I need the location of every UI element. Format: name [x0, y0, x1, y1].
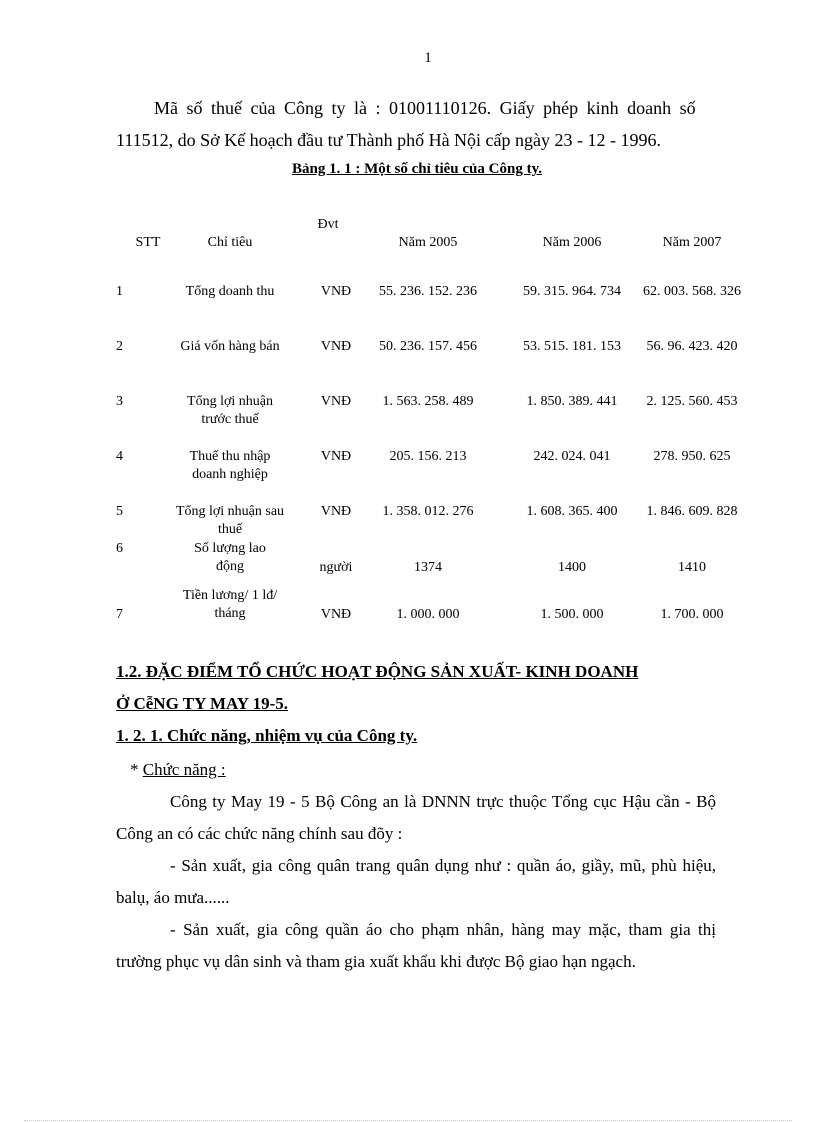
section-heading-line-1: 1.2. ĐẶC ĐIỂM TỔ CHỨC HOẠT ĐỘNG SẢN XUẤT- KINH DOANH — [116, 662, 639, 681]
row-1-y2007: 62. 003. 568. 326 — [643, 284, 741, 299]
paragraph-production — [116, 850, 716, 914]
row-4-y2007: 278. 950. 625 — [653, 449, 731, 464]
paragraph-garments-text: - Sản xuất, gia công quần áo cho phạm nhân, hàng may mặc, tham gia thị trường phục vụ dân sinh và tham gia xuất khẩu khi được Bộ giao hạn ngạch. — [116, 920, 716, 971]
intro-line-1-wrap — [116, 92, 742, 124]
row-2-stt: 2 — [116, 339, 123, 354]
bullet-prefix: * — [130, 760, 143, 779]
intro-paragraph — [116, 92, 742, 156]
row-4-y2005: 205. 156. 213 — [389, 449, 467, 464]
row-6-y2006: 1400 — [558, 560, 586, 575]
row-1-unit: VNĐ — [320, 284, 352, 299]
row-7-indicator: Tiền lương/ 1 lđ/ tháng — [182, 588, 278, 621]
row-7-y2007: 1. 700. 000 — [660, 607, 724, 622]
subsection-heading: 1. 2. 1. Chức năng, nhiệm vụ của Công ty. — [116, 726, 418, 745]
header-unit: Đvt — [317, 217, 339, 232]
section-heading-line-2: Ở CễNG TY MAY 19-5. — [116, 694, 289, 713]
paragraph-functions-text: Công ty May 19 - 5 Bộ Công an là DNNN trực thuộc Tổng cục Hậu cần - Bộ Công an có các chức năng chính sau đõy : — [116, 792, 716, 843]
row-4-unit: VNĐ — [320, 449, 352, 464]
row-1-y2005: 55. 236. 152. 236 — [379, 284, 477, 299]
row-1-y2006: 59. 315. 964. 734 — [523, 284, 621, 299]
row-5-indicator: Tổng lợi nhuận sau thuế — [175, 504, 285, 537]
row-7-unit: VNĐ — [320, 607, 352, 622]
row-6-unit: người — [319, 560, 353, 575]
paragraph-production-text: - Sản xuất, gia công quân trang quân dụng như : quần áo, giầy, mũ, phù hiệu, balụ, áo mưa...... — [116, 856, 716, 907]
row-5-stt: 5 — [116, 504, 123, 519]
row-2-unit: VNĐ — [320, 339, 352, 354]
row-3-indicator: Tổng lợi nhuận trước thuế — [187, 394, 273, 427]
row-2-y2007: 56. 96. 423. 420 — [646, 339, 738, 354]
row-1-stt: 1 — [116, 284, 123, 299]
row-6-y2007: 1410 — [678, 560, 706, 575]
row-4-stt: 4 — [116, 449, 123, 464]
row-6-indicator: Số lượng lao động — [194, 541, 266, 574]
header-indicator: Chỉ tiêu — [207, 235, 253, 250]
row-3-stt: 3 — [116, 394, 123, 409]
row-5-y2007: 1. 846. 609. 828 — [646, 504, 738, 519]
intro-line-1: Mã số thuế của Công ty là : 01001110126. Giấy phép kinh doanh số — [154, 98, 696, 118]
row-6-stt: 6 — [116, 541, 123, 556]
row-2-y2005: 50. 236. 157. 456 — [379, 339, 477, 354]
row-5-unit: VNĐ — [320, 504, 352, 519]
row-7-y2006: 1. 500. 000 — [540, 607, 604, 622]
row-3-unit: VNĐ — [320, 394, 352, 409]
header-year-2007: Năm 2007 — [662, 235, 722, 250]
row-2-indicator: Giá vốn hàng bán — [180, 339, 280, 354]
paragraph-garments — [116, 914, 716, 978]
bullet-label: Chức năng : — [142, 760, 226, 779]
row-5-y2006: 1. 608. 365. 400 — [526, 504, 618, 519]
page-number: 1 — [424, 50, 432, 66]
row-1-indicator: Tổng doanh thu — [185, 284, 275, 299]
row-6-y2005: 1374 — [414, 560, 442, 575]
row-4-indicator: Thuế thu nhập doanh nghiệp — [189, 449, 271, 482]
row-3-y2005: 1. 563. 258. 489 — [382, 394, 474, 409]
row-3-y2007: 2. 125. 560. 453 — [646, 394, 738, 409]
bullet-heading — [130, 760, 226, 780]
row-5-y2005: 1. 358. 012. 276 — [382, 504, 474, 519]
row-2-y2006: 53. 515. 181. 153 — [523, 339, 621, 354]
paragraph-functions — [116, 786, 716, 850]
header-stt: STT — [135, 235, 161, 250]
row-7-y2005: 1. 000. 000 — [396, 607, 460, 622]
header-year-2006: Năm 2006 — [542, 235, 602, 250]
table-caption: Bảng 1. 1 : Một số chỉ tiêu của Công ty. — [291, 161, 542, 177]
row-7-stt: 7 — [116, 607, 123, 622]
page-bottom-rule — [24, 1120, 792, 1121]
row-4-y2006: 242. 024. 041 — [533, 449, 611, 464]
header-year-2005: Năm 2005 — [398, 235, 458, 250]
intro-line-2: 111512, do Sở Kế hoạch đầu tư Thành phố Hà Nội cấp ngày 23 - 12 - 1996. — [116, 130, 662, 150]
row-3-y2006: 1. 850. 389. 441 — [526, 394, 618, 409]
